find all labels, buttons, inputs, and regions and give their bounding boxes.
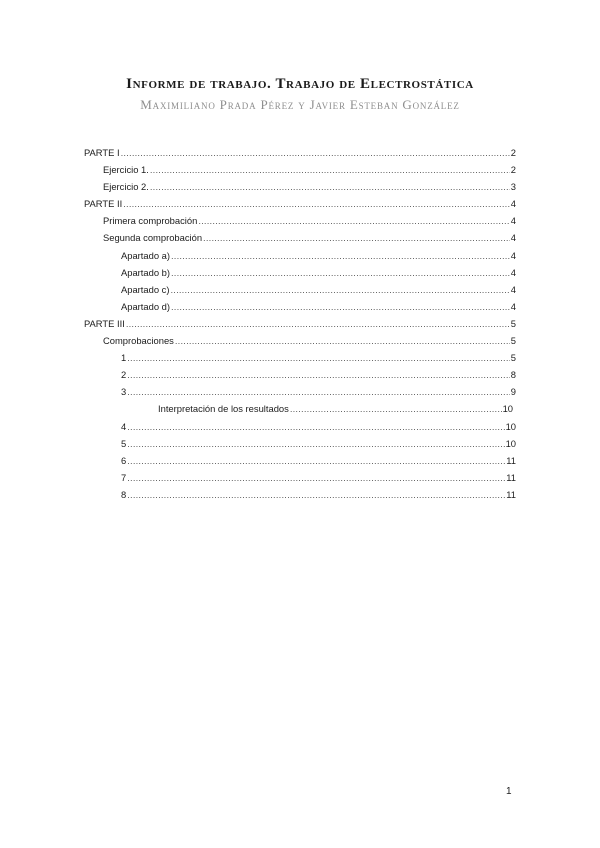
toc-entry[interactable] [84,332,516,349]
toc-entry-page: 10 [502,403,513,415]
toc-entry-label: Apartado b) [121,266,170,278]
toc-entry-page: 10 [505,437,516,449]
toc-entry-page: 3 [510,181,516,193]
toc-dot-leader [203,229,510,246]
document-authors: Maximiliano Prada Pérez y Javier Esteban González [140,97,460,112]
page-number: 1 [506,786,512,797]
toc-entry-page: 4 [510,198,516,210]
toc-entry[interactable] [84,298,516,315]
toc-entry-label: Segunda comprobación [103,232,203,244]
toc-entry-page: 11 [506,471,516,483]
toc-entry-page: 2 [510,147,516,158]
toc-dot-leader [127,418,504,435]
toc-dot-leader [150,178,510,195]
toc-entry[interactable] [84,452,516,469]
toc-entry-page: 11 [506,488,516,500]
toc-dot-leader [171,247,510,264]
toc-entry-label: PARTE II [84,198,123,210]
toc-entry-page: 2 [510,164,516,176]
toc-entry-label: 2 [121,369,127,381]
toc-dot-leader [290,400,502,417]
toc-entry[interactable] [84,349,516,366]
toc-entry-page: 4 [510,266,516,278]
toc-entry-page: 5 [510,352,516,364]
toc-entry[interactable] [84,383,516,400]
toc-entry[interactable] [84,161,516,178]
toc-dot-leader [126,315,510,332]
toc-entry[interactable] [84,400,516,417]
toc-entry[interactable] [84,486,516,503]
toc-entry[interactable] [84,469,516,486]
toc-entry-label: 8 [121,488,127,500]
toc-entry-label: 3 [121,386,127,398]
toc-entry-label: 1 [121,352,127,364]
toc-dot-leader [127,452,505,469]
toc-entry-label: 7 [121,471,127,483]
toc-entry[interactable] [84,144,516,161]
toc-entry-page: 9 [510,386,516,398]
toc-entry[interactable] [84,281,516,298]
toc-entry-page: 11 [506,454,516,466]
toc-dot-leader [170,281,509,298]
toc-entry-page: 4 [510,215,516,227]
toc-entry-label: 5 [121,437,127,449]
toc-dot-leader [175,332,510,349]
toc-dot-leader [127,435,504,452]
toc-entry[interactable] [84,247,516,264]
toc-entry-page: 8 [510,369,516,381]
toc-dot-leader [198,212,509,229]
toc-entry-label: Interpretación de los resultados [158,403,289,415]
toc-dot-leader [127,349,510,366]
toc-entry[interactable] [84,229,516,246]
toc-entry[interactable] [84,418,516,435]
toc-dot-leader [127,383,510,400]
toc-entry-label: Apartado c) [121,283,170,295]
toc-dot-leader [127,366,510,383]
toc-entry-page: 5 [510,335,516,347]
toc-entry-page: 4 [510,249,516,261]
table-of-contents [84,144,516,503]
toc-entry-label: PARTE I [84,147,120,158]
toc-dot-leader [121,144,510,161]
toc-entry-page: 4 [510,283,516,295]
toc-dot-leader [127,486,505,503]
toc-entry-page: 5 [510,317,516,329]
toc-entry[interactable] [84,435,516,452]
toc-entry[interactable] [84,178,516,195]
toc-entry[interactable] [84,195,516,212]
toc-entry-label: Ejercicio 2. [103,181,149,193]
toc-dot-leader [150,161,510,178]
toc-entry[interactable] [84,212,516,229]
toc-entry-label: Ejercicio 1. [103,164,149,176]
toc-entry-page: 4 [510,232,516,244]
toc-dot-leader [123,195,510,212]
toc-entry-page: 10 [505,420,516,432]
toc-entry[interactable] [84,264,516,281]
toc-entry-label: PARTE III [84,317,125,329]
toc-dot-leader [127,469,505,486]
toc-entry-page: 4 [510,300,516,312]
document-title: Informe de trabajo. Trabajo de Electrostática [126,76,474,92]
toc-dot-leader [171,298,510,315]
toc-dot-leader [171,264,510,281]
toc-entry-label: 4 [121,420,127,432]
toc-entry-label: Apartado d) [121,300,170,312]
toc-entry[interactable] [84,315,516,332]
toc-entry-label: Primera comprobación [103,215,198,227]
toc-entry[interactable] [84,366,516,383]
toc-entry-label: Comprobaciones [103,335,174,347]
toc-entry-label: 6 [121,454,127,466]
toc-entry-label: Apartado a) [121,249,170,261]
